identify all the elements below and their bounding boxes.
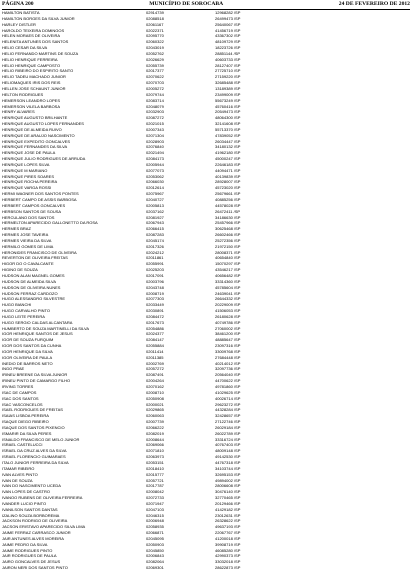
person-name: IVANOO RUBENS DE OLIVEIRA FERREIRA	[2, 495, 83, 501]
registration-code: 02008719	[146, 290, 164, 296]
registration-code: 02071304	[146, 132, 164, 138]
list-row	[2, 565, 302, 571]
registration-code: 02070703	[146, 80, 164, 86]
document-number: 26034447 /SP	[215, 138, 241, 144]
document-number: 34186630 /SP	[215, 214, 241, 220]
person-name: HERMILO GOMES DE LIMA	[2, 243, 54, 249]
person-name: HUDSON DE OLIVEIRA NUNES	[2, 284, 61, 290]
document-number: 26180628 /SP	[215, 313, 241, 319]
document-number: 40656482 /SP	[215, 272, 241, 278]
person-name: HELENITA ANTUNES DOS SANTOS	[2, 39, 69, 45]
person-name: HENRIQUE DE ARAUJO NASCIMENTO	[2, 132, 75, 138]
person-name: HELIO HENRIQUE CAMPOSTO	[2, 62, 61, 68]
person-name: HENRIQUE AUGUSTO BRILHANTE	[2, 115, 68, 121]
person-name: INEDIO DE BARROS NETO	[2, 360, 53, 366]
person-name: ISAIAS LISBOA PEREIRA	[2, 413, 49, 419]
document-number: 15070297 /SP	[215, 261, 241, 267]
document-number: 30476140 /SP	[215, 489, 241, 495]
registration-code: 02017326	[146, 243, 164, 249]
document-number: 26644332 /SP	[215, 296, 241, 302]
person-name: JAIR ANTUNES ALVES MOREIRA	[2, 535, 64, 541]
document-number: 27122746 /SP	[215, 419, 241, 425]
registration-code: 02028903	[146, 138, 164, 144]
document-number: 44578028 /SP	[215, 202, 241, 208]
registration-code: 02067943	[146, 220, 164, 226]
registration-code: 02005272	[146, 85, 164, 91]
person-name: IRINEU PINTO DE CAMARGO FILHO	[2, 378, 71, 384]
registration-code: 02029865	[146, 407, 164, 413]
document-number: 46085280 /SP	[215, 547, 241, 553]
person-name: HERMES BRAZ	[2, 226, 31, 232]
registration-code: 02077073	[146, 167, 164, 173]
person-name: JAIME RODRIGUES PINTO	[2, 547, 53, 553]
registration-code: 02069066	[146, 442, 164, 448]
registration-code: 02069301	[146, 565, 164, 571]
page-header	[2, 1, 410, 8]
document-number: 27725710 /SP	[215, 68, 241, 74]
person-name: JAIRO GONCALVES DE JESUS	[2, 559, 61, 565]
document-number: 40885256 /SP	[215, 197, 241, 202]
document-number: 41429182 /SP	[215, 506, 241, 512]
registration-code: 02087491	[146, 372, 164, 378]
document-number: 26499473 /SP	[215, 15, 241, 21]
person-name: HIGOR DO O CAVALCANTE	[2, 261, 54, 267]
registration-code: 02066222	[146, 424, 164, 430]
person-name: IZALINO SOUZA BORBOREMA	[2, 512, 60, 518]
document-number: 41962180 /SP	[215, 150, 241, 156]
document-number: 26029184 /SP	[215, 424, 241, 430]
registration-code: 02066415	[146, 226, 164, 232]
document-number: 21972150 /SP	[215, 243, 241, 249]
publication-date: 24 DE FEVEREIRO DE 2012	[338, 1, 410, 7]
person-name: HENRIQUE PIRES SOARES	[2, 173, 55, 179]
document-number: 49142530 /SP	[215, 454, 241, 460]
document-number: 26602466 /SP	[215, 232, 241, 238]
registration-code: 02060322	[146, 39, 164, 45]
document-number: 26472411 /SP	[215, 208, 241, 214]
person-name: HERMI WAGNER DOS SANTOS PONTES	[2, 191, 79, 197]
registration-code: 02004264	[146, 378, 164, 384]
registration-code: 02081927	[146, 214, 164, 220]
person-name: IVAN DO NASCIMENTO UCEDA	[2, 483, 61, 489]
document-number: 32695153 /SP	[215, 471, 241, 477]
document-number: 40654840 /SP	[215, 255, 241, 261]
document-number: 25272356 /SP	[215, 237, 241, 243]
document-number: 49637193 /SP	[215, 524, 241, 530]
document-number: 41200018 /SP	[215, 535, 241, 541]
person-name: IGOR HENRIQUE SANTOS DE JESUS	[2, 331, 73, 337]
person-name: IGOR OLIVEIRA DE PAULA	[2, 354, 53, 360]
registration-code: 02050908	[146, 395, 164, 401]
registration-code: 02021494	[146, 150, 164, 156]
person-name: HENRIQUE DE ALMEIDA RUIVO	[2, 126, 62, 132]
registration-code: 02011861	[146, 255, 164, 261]
registration-code: 02006948	[146, 518, 164, 524]
registration-code: 02055884	[146, 343, 164, 349]
person-name: HELEN MORAES DE OLIVEIRA	[2, 33, 61, 39]
person-name: HENRIQUE LOPES SILVA	[2, 161, 50, 167]
registration-code: 02024377	[146, 331, 164, 337]
registration-code: 02006843	[146, 553, 164, 559]
person-name: ISAC DOS SANTOS	[2, 395, 39, 401]
person-name: JAIME FERRAZ CARRASCO JUNIOR	[2, 530, 71, 536]
person-name: HENRIQUE EXPEDITO GONCALVES	[2, 138, 71, 144]
document-number: 20129466 /SP	[215, 500, 241, 506]
person-name: JACKSON RODRIGO DE OLIVEIRA	[2, 518, 68, 524]
person-name: ITAMAR RIBEIRO	[2, 465, 35, 471]
document-number: 28008371 /SP	[215, 249, 241, 255]
registration-code: 02018410	[146, 465, 164, 471]
person-name: HELTON RODRIGUES	[2, 91, 44, 97]
registration-code: 02055991	[146, 261, 164, 267]
person-name: HENRIQUE JULIO RODRIGUES DE ARRUDA	[2, 156, 86, 162]
document-number: 27159220 /SP	[215, 74, 241, 80]
document-number: 40749786 /SP	[215, 319, 241, 325]
document-number: 32097736 /SP	[215, 366, 241, 372]
person-name: IGOR HENRIQUE DA SILVA	[2, 348, 53, 354]
registration-code: 02007739	[146, 419, 164, 425]
registration-code: 02026629	[146, 56, 164, 62]
document-number: 49781860 /SP	[215, 384, 241, 389]
document-number: 18223726 /SP	[215, 45, 241, 51]
person-name: HUGO ALESSANDRO SILVESTRE	[2, 296, 66, 302]
registration-code: 02072733	[146, 495, 164, 501]
person-name: JACSON ERISTAVO APARECIDO SILVA LIMA	[2, 524, 86, 530]
registration-code: 02077303	[146, 296, 164, 302]
document-number: 55713370 /SP	[215, 126, 241, 132]
publication-city: MUNICÍPIO DE SOROCABA	[149, 1, 224, 7]
person-name: HUDSON DE ALMEIDA SILVA	[2, 278, 57, 284]
document-number: 32428657 /SP	[215, 413, 241, 419]
person-name: JAIRON NERI DOS SANTOS PINTO	[2, 565, 68, 571]
document-number: 33009768 /SP	[215, 348, 241, 354]
document-number: 40214012 /SP	[215, 360, 241, 366]
registration-code: 02071810	[146, 448, 164, 454]
document-number: 43367302 /SP	[215, 33, 241, 39]
registration-code: 02047103	[146, 506, 164, 512]
document-number: 38461200 /SP	[215, 331, 241, 337]
registration-code: 02046315	[146, 512, 164, 518]
registration-code: 02017787	[146, 483, 164, 489]
person-name: IVAN LOPES DE CASTRO	[2, 489, 50, 495]
person-name: HENRIQUE AUGUSTO LOPES FERNANDES	[2, 121, 84, 127]
document-number: 44328284 /SP	[215, 407, 241, 413]
document-number: 48885647 /SP	[215, 337, 241, 343]
person-name: HENRIQUE ROCHA PEREIRA	[2, 179, 58, 185]
person-name: HEMERSON LEANDRO LOPES	[2, 97, 61, 103]
registration-code: 02017091	[146, 272, 164, 278]
registration-code: 02050903	[146, 541, 164, 547]
document-number: 48109729 /SP	[215, 39, 241, 45]
document-number: 26328622 /SP	[215, 518, 241, 524]
registration-code: 02057272	[146, 366, 164, 372]
person-name: REVERTON DE OLIVEIRA FREITAS	[2, 255, 68, 261]
person-name: HERONIDES FRANCISCO DE OLIVEIRA	[2, 249, 77, 255]
document-number: 44767318 /SP	[215, 459, 241, 465]
person-name: HUGO CARVALHO PINTO	[2, 308, 51, 314]
document-number: 25640067 /SP	[215, 21, 241, 27]
person-name: IVANDER LUCIO PINTO	[2, 500, 47, 506]
document-number: 40603733 /SP	[215, 56, 241, 62]
document-number: 28127407 /SP	[215, 62, 241, 68]
person-name: HARLEY DISTLER	[2, 21, 36, 27]
person-name: ISAQUE DOS SANTOS PIXENCIO	[2, 424, 65, 430]
registration-code: 02030891	[146, 308, 164, 314]
registration-code: 02053151	[146, 459, 164, 465]
person-name: ISRAEL DA CRUZ ALVES DA SILVA	[2, 448, 67, 454]
person-name: HENRIQUE FERNANDES DA SILVA	[2, 144, 68, 150]
document-number: 30625468 /SP	[215, 226, 241, 232]
document-number: 40139839 /SP	[215, 173, 241, 179]
document-number: 45785604 /SP	[215, 284, 241, 290]
person-name: ISNALDO FRANCISCO DE MELO JUNIOR	[2, 436, 80, 442]
document-number: 25457966 /SP	[215, 220, 241, 226]
registration-code: 02070622	[146, 74, 164, 80]
person-name: JAIME PEDRO DA SILVA	[2, 541, 48, 547]
page-number: PÁGINA 200	[2, 1, 34, 7]
registration-code: 02037162	[146, 208, 164, 214]
document-number: 40026714 /SP	[215, 395, 241, 401]
registration-code: 02075967	[146, 191, 164, 197]
registration-code: 02082019	[146, 430, 164, 436]
document-number: 34180132 /SP	[215, 144, 241, 150]
person-name: IVAN DE SOUZA	[2, 477, 33, 483]
registration-code: 02076840	[146, 144, 164, 150]
person-name: HERCULANO DOS SANTOS	[2, 214, 55, 220]
registration-code: 02021015	[146, 121, 164, 127]
registration-code: 02017377	[146, 68, 164, 74]
document-number: 41029625 /SP	[215, 389, 241, 395]
registration-code: 02084147	[146, 337, 164, 343]
document-number: 13189389 /SP	[215, 85, 241, 91]
person-name: HERMES JOSE TAVEIRA	[2, 232, 49, 238]
registration-code: 02011385	[146, 354, 164, 360]
registration-code: 02063973	[146, 454, 164, 460]
document-number: 32141608 /SP	[215, 121, 241, 127]
registration-code: 02015777	[146, 471, 164, 477]
registration-code: 02024212	[146, 249, 164, 255]
registration-code: 02914739	[146, 10, 164, 15]
document-number: 23499009 /SP	[215, 91, 241, 97]
person-name: ISRAEL FLORENCIO GUIMARAES	[2, 454, 66, 460]
document-number: 42990373 /SP	[215, 553, 241, 559]
document-number: 32770465 /SP	[215, 495, 241, 501]
registration-code: 02000021	[146, 401, 164, 407]
document-number: 49894002 /SP	[215, 477, 241, 483]
registration-code: 02045174	[146, 237, 164, 243]
document-number: 28006608 /SP	[215, 483, 241, 489]
document-number: 34103744 /SP	[215, 465, 241, 471]
registration-code: 02055739	[146, 62, 164, 68]
registration-code: 02095770	[146, 33, 164, 39]
person-name: HAMILTON BATISTA	[2, 10, 40, 15]
registration-code: 02040727	[146, 197, 164, 202]
person-name: IRVING TORRES	[2, 384, 34, 389]
registration-code: 02053062	[146, 173, 164, 179]
document-number: 33316724 /SP	[215, 436, 241, 442]
document-number: 45000247 /SP	[215, 156, 241, 162]
document-number: 32685488 /SP	[215, 80, 241, 86]
registration-code: 02048079	[146, 103, 164, 109]
person-name: HERBSON SANTOS DE SOUSA	[2, 208, 62, 214]
person-name: IGOR DE SOUZA FURQUIM	[2, 337, 54, 343]
document-number: 22067767 /SP	[215, 530, 241, 536]
document-number: 27060002 /SP	[215, 325, 241, 331]
registration-code: 02007343	[146, 126, 164, 132]
document-number: 41456719 /SP	[215, 27, 241, 33]
document-number: 28851144 /SP	[215, 50, 241, 56]
document-number: 23012631 /SP	[215, 512, 241, 518]
person-name: HENRIQUE VARGA ROSSI	[2, 185, 52, 191]
person-name: HENRY ALVARES	[2, 109, 35, 115]
person-name: ISMARIR DA SILVA PERES	[2, 430, 52, 436]
registration-code: 02043748	[146, 284, 164, 290]
person-name: ITALO JUNIOR FERREIRA DA SILVA	[2, 459, 69, 465]
registration-code: 02008710	[146, 389, 164, 395]
person-name: IRINEU BREENE DA SILVA JUNIOR	[2, 372, 68, 378]
registration-code: 02066871	[146, 530, 164, 536]
registration-code: 02061167	[146, 21, 164, 27]
registration-code: 02087283	[146, 232, 164, 238]
registration-code: 02002769	[146, 360, 164, 366]
registration-code: 02060063	[146, 413, 164, 419]
registration-code: 02070162	[146, 384, 164, 389]
person-name: HUGO BIANCHI	[2, 302, 32, 308]
name-list	[2, 10, 302, 571]
registration-code: 02025203	[146, 267, 164, 273]
person-name: JAIR RODRIGUES DE PAULA	[2, 553, 57, 559]
person-name: IVANILSON SANTOS DANTAS	[2, 506, 58, 512]
person-name: HUMBERTO DE SOUZA MARTINELLI DA SILVA	[2, 325, 89, 331]
person-name: HUGO LEITE PEREIRA	[2, 313, 45, 319]
registration-code: 02083714	[146, 97, 164, 103]
person-name: INGO PRAE	[2, 366, 25, 372]
person-name: ISAEL RODRIGUES DE FREITAS	[2, 407, 63, 413]
person-name: HELIO TADEU MACHADO JUNIOR	[2, 74, 66, 80]
registration-code: 02005944	[146, 161, 164, 167]
person-name: HIGINO DE SOUZA	[2, 267, 38, 273]
registration-code: 02045850	[146, 547, 164, 553]
registration-code: 02012614	[146, 185, 164, 191]
person-name: HERMES VIEIRA DA SILVA	[2, 237, 52, 243]
document-number: 28928007 /SP	[215, 179, 241, 185]
registration-code: 02079744	[146, 91, 164, 97]
registration-code: 02052762	[146, 50, 164, 56]
registration-code: 02057721	[146, 477, 164, 483]
person-name: HELIO RIBEIRO DO ESPIRITO SANTO	[2, 68, 74, 74]
registration-code: 02045095	[146, 535, 164, 541]
person-name: HUDSON ALAN MAGNEL GOMES	[2, 272, 65, 278]
document-number: 48064300 /SP	[215, 115, 241, 121]
registration-code: 02082064	[146, 559, 164, 565]
document-number: 26022789 /SP	[215, 430, 241, 436]
registration-code: 02003796	[146, 278, 164, 284]
person-name: HAROLDO TEIXEIRA DOMINGOS	[2, 27, 65, 33]
document-number: 28622873 /SP	[215, 565, 241, 571]
document-number: 45760416 /SP	[215, 103, 241, 109]
registration-code: 02008644	[146, 436, 164, 442]
person-name: HERBERT CAMPO DE ASSIS BARBOSA	[2, 197, 77, 202]
registration-code: 02017673	[146, 319, 164, 325]
registration-code: 02011414	[146, 348, 164, 354]
person-name: HENRIQUE JOSE DE PAULA	[2, 150, 56, 156]
registration-code: 02084173	[146, 156, 164, 162]
person-name: HENRIQUE M MARIANO	[2, 167, 48, 173]
document-number: 29623272 /SP	[215, 401, 241, 407]
person-name: ISAC VASCONCELOS	[2, 401, 43, 407]
person-name: ISAC DE CAMPOS	[2, 389, 37, 395]
document-number: 20564040 /SP	[215, 372, 241, 378]
registration-code: 02054886	[146, 325, 164, 331]
person-name: HELLEN JOSE SCHAUNT JUNIOR	[2, 85, 66, 91]
document-number: 44094471 /SP	[215, 167, 241, 173]
person-name: HELIO HENRIQUE FERREIRA	[2, 56, 58, 62]
document-number: 55673249 /SP	[215, 97, 241, 103]
person-name: HEMERSON VILELA BARBOSA	[2, 103, 61, 109]
document-number: 43546217 /SP	[215, 267, 241, 273]
registration-code: 02088518	[146, 15, 164, 21]
document-number: 47839052 /SP	[215, 132, 241, 138]
person-name: HELIOMAQUES IRIS DOS REIS	[2, 80, 61, 86]
registration-code: 02087272	[146, 115, 164, 121]
document-number: 12968282 /SP	[215, 10, 241, 15]
document-number: 33032018 /SP	[215, 559, 241, 565]
document-number: 33314360 /SP	[215, 278, 241, 284]
person-name: HELIO FERNANDO MARTINS DE SOUZA	[2, 50, 79, 56]
person-name: ISAQUE DIEGO RIBEIRO	[2, 419, 49, 425]
document-number: 24639041 /SP	[215, 290, 241, 296]
document-number: 45723020 /SP	[215, 185, 241, 191]
registration-code: 02084472	[146, 313, 164, 319]
document-number: 25679661 /SP	[215, 191, 241, 197]
person-name: HERBERT CAMPOS GONCALVES	[2, 202, 66, 208]
person-name: HUDSON FERRAZ CARDOZO	[2, 290, 58, 296]
person-name: IVAN ALVES PINTO	[2, 471, 38, 477]
registration-code: 02071947	[146, 500, 164, 506]
registration-code: 02058935	[146, 524, 164, 530]
document-number: 39908719 /SP	[215, 541, 241, 547]
document-number: 44700622 /SP	[215, 378, 241, 384]
registration-code: 02066030	[146, 179, 164, 185]
person-name: HUGO SERGIO CALDAS ALCANTARA	[2, 319, 73, 325]
registration-code: 02008042	[146, 489, 164, 495]
person-name: HELIO CESAR DA SILVA	[2, 45, 48, 51]
person-name: IGOR DOS SANTOS DA CUNHA	[2, 343, 62, 349]
registration-code: 02022371	[146, 27, 164, 33]
document-number: 22646183 /SP	[215, 161, 241, 167]
document-number: 20229009 /SP	[215, 302, 241, 308]
document-number: 48009148 /SP	[215, 448, 241, 454]
registration-code: 02043019	[146, 45, 164, 51]
registration-code: 02033449	[146, 302, 164, 308]
document-number: 20549473 /SP	[215, 109, 241, 115]
document-number: 41506053 /SP	[215, 308, 241, 314]
document-number: 27684448 /SP	[215, 354, 241, 360]
document-number: 23097316 /SP	[215, 343, 241, 349]
registration-code: 02005813	[146, 202, 164, 208]
registration-code: 02032903	[146, 109, 164, 115]
person-name: ISRAEL CASTELUCCI	[2, 442, 43, 448]
person-name: HAMILTON BORGES DA SILVA JUNIOR	[2, 15, 75, 21]
person-name: HERMELTON APARECIDO GALLONETTO DA ROSA	[2, 220, 98, 226]
document-number: 40767403 /SP	[215, 442, 241, 448]
